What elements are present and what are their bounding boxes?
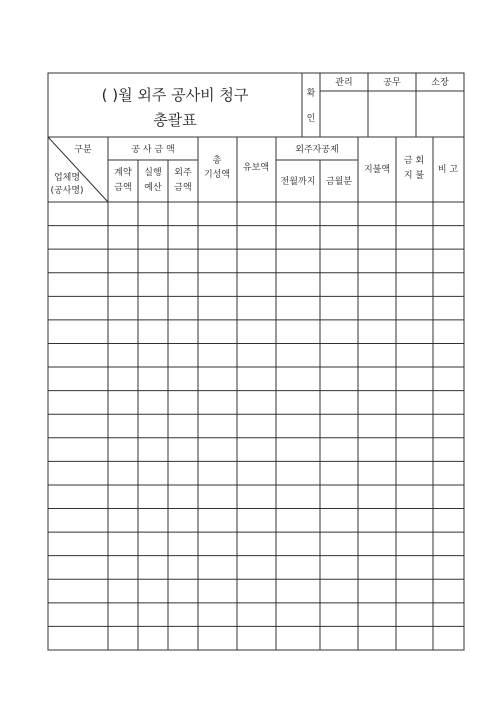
table-row[interactable] — [48, 626, 464, 650]
signature-box-engineering[interactable] — [368, 91, 416, 137]
table-row[interactable] — [48, 532, 464, 556]
approval-block — [302, 73, 464, 137]
table-row[interactable] — [48, 414, 464, 438]
approval-label-top: 확 — [306, 89, 316, 99]
approval-label-bottom: 인 — [306, 114, 316, 124]
title-block — [48, 73, 302, 137]
summary-table — [48, 137, 464, 650]
header-exec-budget-2: 예산 — [144, 183, 162, 193]
header-this-month: 금월분 — [325, 177, 353, 187]
header-company-name: 업체명 — [53, 173, 81, 183]
table-row[interactable] — [48, 367, 464, 391]
header-contract-amount-1: 계약 — [114, 168, 132, 178]
header-subcontractor-deduction: 외주자공제 — [295, 145, 339, 155]
table-row[interactable] — [48, 485, 464, 509]
table-row[interactable] — [48, 202, 464, 226]
signature-box-management[interactable] — [320, 91, 368, 137]
header-total-2: 기성액 — [203, 170, 231, 180]
approval-col-site-manager: 소장 — [431, 78, 449, 88]
header-contract-amount-2: 금액 — [114, 183, 132, 193]
form-subtitle: 총괄표 — [153, 111, 197, 129]
table-row[interactable] — [48, 296, 464, 320]
table-row[interactable] — [48, 391, 464, 415]
header-work-amount: 공 사 금 액 — [131, 145, 175, 155]
table-row[interactable] — [48, 320, 464, 344]
table-row[interactable] — [48, 603, 464, 627]
header-current-1: 금 회 — [403, 156, 425, 166]
header-category: 구분 — [74, 145, 92, 155]
header-outsource-amount-2: 금액 — [174, 183, 192, 193]
form-title: ( )월 외주 공사비 청구 — [101, 86, 249, 104]
header-exec-budget-1: 실행 — [144, 168, 162, 178]
header-retention: 유보액 — [242, 163, 270, 173]
header-payment: 지불액 — [363, 165, 391, 175]
table-body — [48, 202, 464, 650]
approval-col-management: 관리 — [335, 78, 353, 88]
table-row[interactable] — [48, 343, 464, 367]
header-until-last-month: 전월까지 — [280, 177, 316, 187]
header-total-1: 총 — [212, 156, 222, 166]
table-row[interactable] — [48, 556, 464, 580]
approval-col-engineering: 공무 — [383, 78, 401, 88]
table-row[interactable] — [48, 579, 464, 603]
table-row[interactable] — [48, 226, 464, 250]
header-project-name: (공사명) — [50, 186, 84, 196]
signature-box-site-manager[interactable] — [416, 91, 464, 137]
table-row[interactable] — [48, 509, 464, 533]
table-row[interactable] — [48, 249, 464, 273]
header-remarks: 비 고 — [437, 165, 459, 175]
header-current-2: 지 불 — [403, 171, 425, 181]
header-outsource-amount-1: 외주 — [174, 168, 192, 178]
table-row[interactable] — [48, 438, 464, 462]
table-row[interactable] — [48, 273, 464, 297]
table-row[interactable] — [48, 461, 464, 485]
